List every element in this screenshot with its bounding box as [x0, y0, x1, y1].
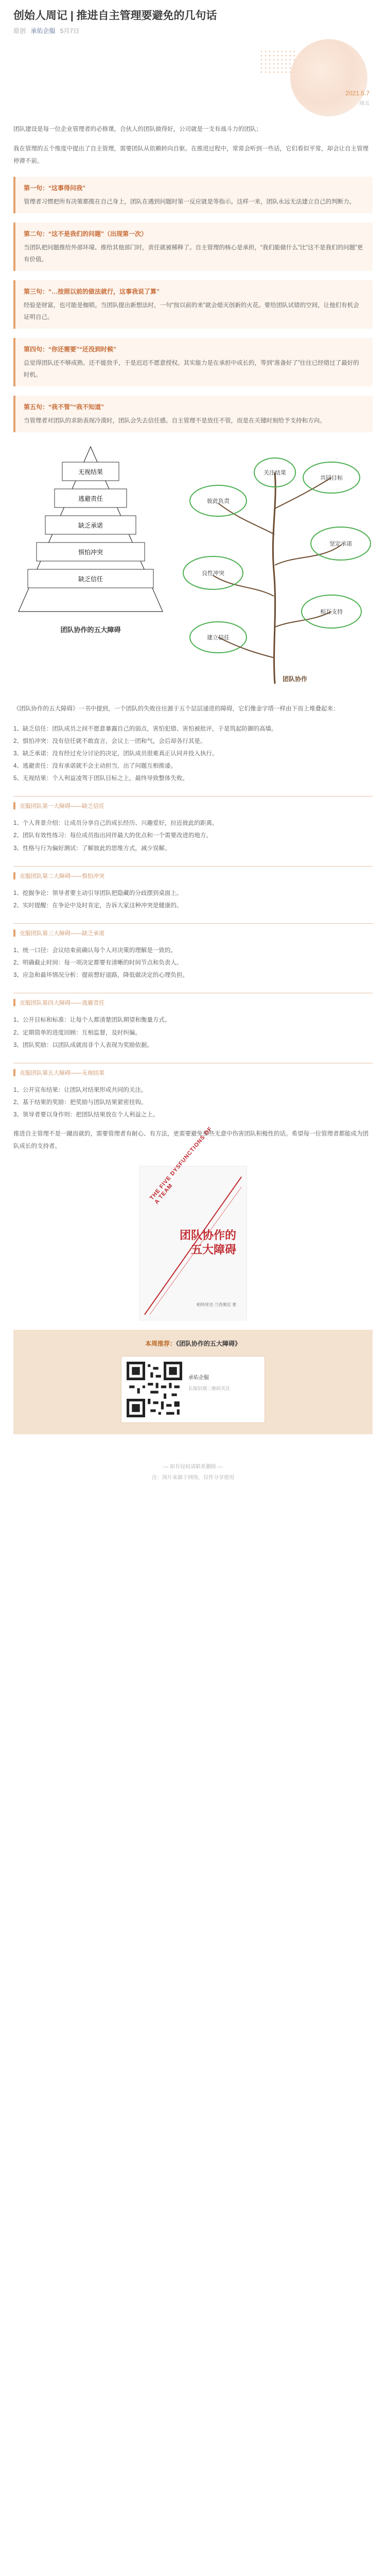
list-item: 4、逃避责任：没有承诺就不会主动担当，出了问题互相推诿。: [13, 763, 177, 770]
article-meta: [13, 26, 373, 35]
qr-account-label: 承佑企服: [188, 1375, 209, 1381]
list-item: 2、团队有效性练习：每位成员指出同伴最大的优点和一个需要改进的地方。: [13, 833, 212, 839]
band-title: 克服团队第五大障碍——无视结果: [20, 1070, 104, 1076]
band-bar-decoration: [13, 1069, 15, 1076]
article-title: 创始人周记 | 推进自主管理要避免的几句话: [13, 10, 217, 22]
footer: [13, 1445, 373, 1491]
tree-branch: [275, 478, 331, 509]
tree-trunk-label: 团队协作: [283, 675, 308, 683]
list-item: 1、挖掘争论：领导者要主动引导团队把隐藏的分歧摆到桌面上。: [13, 890, 183, 896]
section-body: 经验是财富，也可能是枷锁。当团队提出新想法时，一句“按以前的来”就会熄灭创新的火花。要给团队试错的空间，让他们有机会证明自己。: [24, 302, 359, 321]
conflict-list: [13, 887, 373, 912]
band-title: 克服团队第二大障碍——惧怕冲突: [20, 873, 104, 879]
band-title: 克服团队第四大障碍——逃避责任: [20, 1000, 104, 1007]
dysfunctions-intro: 《团队协作的五大障碍》一书中提到，一个团队的失败往往源于五个层层递进的障碍，它们像金字塔一样由下而上堆叠起来：: [13, 706, 339, 713]
list-item: 1、缺乏信任：团队成员之间不愿意暴露自己的弱点，害怕犯错、害怕被批评，于是筑起防御的高墙。: [13, 725, 277, 732]
tree-branch: [218, 503, 274, 534]
section-heading: 第三句：“…按照以前的做法就行，这事我说了算”: [24, 288, 160, 296]
trust-list: [13, 817, 373, 854]
list-item: 1、个人背景介绍：让成员分享自己的成长经历、兴趣爱好，拉近彼此的距离。: [13, 820, 218, 827]
footer-line-1: — 如有侵权请联系删除 —: [163, 1464, 223, 1470]
intro-paragraph-1: 团队建设是每一位企业管理者的必修课，合伙人的团队做得好，公司就是一支有战斗力的团队；: [13, 126, 262, 133]
tree-leaf-label: 关注结果: [264, 470, 286, 477]
commitment-list: [13, 944, 373, 981]
list-item: 1、公开宣布结果：让团队对结果形成共同的关注。: [13, 1087, 147, 1093]
account-link[interactable]: 承佑企服: [30, 27, 56, 35]
band-title: 克服团队第三大障碍——缺乏承诺: [20, 930, 104, 937]
dot-pattern-decoration: [259, 49, 295, 75]
intro-paragraph-2: 我在管理的五个维度中提出了自主管理，需要团队从依赖转向自驱。在推进过程中，常常会听到一些话，它们看似平常，却会让自主管理停滞不前。: [13, 145, 369, 164]
list-item: 3、缺乏承诺：没有经过充分讨论的决定，团队成员很难真正认同并投入执行。: [13, 750, 218, 757]
list-item: 3、性格与行为偏好测试：了解彼此的思维方式，减少误解。: [13, 845, 171, 852]
list-item: 3、团队奖励：以团队成就而非个人表现为奖励依据。: [13, 1042, 153, 1048]
accountability-list: [13, 1014, 373, 1051]
header-decoration: [13, 39, 373, 116]
pyramid-level-label: 缺乏承诺: [78, 522, 103, 530]
pyramid-caption: 团队协作的五大障碍: [60, 626, 121, 634]
tree-leaf-label: 彼此负责: [207, 498, 230, 505]
section-card-2: [13, 223, 373, 271]
date-text: 2021.5.7: [345, 90, 370, 97]
section-body: 管理者习惯把所有决策都揽在自己身上，团队在遇到问题时第一反应就是等指示。这样一来，团队永远无法建立自己的判断力。: [24, 199, 355, 206]
list-item: 1、公开目标和标准：让每个人都清楚团队期望和衡量方式。: [13, 1017, 171, 1024]
original-tag: 原创: [13, 27, 26, 35]
book-cover-image: [139, 1126, 247, 1320]
pyramid-level-label: 惧怕冲突: [78, 549, 103, 556]
section-body: 当团队把问题推给外部环境、推给其他部门时，责任就被稀释了。自主管理的核心是承担，“我们能做什么”比“这不是我们的问题”更有价值。: [24, 245, 363, 263]
dysfunction-list: [13, 723, 373, 785]
section-card-4: [13, 338, 373, 386]
qr-info: [188, 1362, 259, 1417]
book-cn-title: 团队协作的 五大障碍: [179, 1229, 236, 1256]
list-item: 3、应急和最坏情况分析：提前想好退路，降低做决定的心理负担。: [13, 972, 188, 979]
band-bar-decoration: [13, 802, 15, 809]
tree-leaf-label: 坚定承诺: [329, 541, 352, 548]
section-card-3: [13, 280, 373, 329]
section-card-1: [13, 177, 373, 213]
weekday-text: 周五: [359, 101, 370, 107]
pyramid-diagram: [13, 442, 168, 668]
tree-leaf-label: 建立信任: [207, 635, 230, 641]
date-block: [345, 90, 370, 107]
list-item: 3、领导者要以身作则：把团队结果放在个人利益之上。: [13, 1112, 159, 1118]
book-author: 帕特里克·兰西奥尼 著: [197, 1302, 236, 1308]
qr-hint: 长按识别二维码关注: [188, 1386, 231, 1392]
pyramid-level-label: 无视结果: [78, 468, 103, 476]
section-body: 当管理者对团队的求助表现冷漠时，团队会失去信任感。自主管理不是放任不管，而是在关键时刻给予支持和方向。: [24, 418, 326, 425]
section-body: 总觉得团队还不够成熟、还不能放手，于是迟迟不愿意授权。其实能力是在承担中成长的，等到“准备好了”往往已经错过了最好的时机。: [24, 360, 359, 379]
book-en-title: THE FIVE DYSFUNCTIONS OF A TEAM: [149, 1126, 214, 1206]
tree-diagram: [177, 442, 373, 689]
section-heading: 第一句：“这事得问我”: [24, 184, 86, 192]
qr-card[interactable]: [121, 1356, 265, 1423]
section-card-5: [13, 396, 373, 432]
qr-code-icon[interactable]: [127, 1362, 182, 1417]
tree-leaf-label: 相互支持: [320, 609, 343, 616]
recommendation-title: 本周推荐：《团队协作的五大障碍》: [145, 1340, 241, 1348]
recommendation-box: [13, 1330, 373, 1434]
footer-line-2: 注：图片来源于网络，仅作分享使用: [152, 1475, 234, 1481]
section-heading: 第四句：“你还需要”“还没到时候”: [24, 346, 117, 353]
section-heading: 第五句：“我不管”“我不知道”: [24, 403, 104, 411]
results-list: [13, 1084, 373, 1121]
qr-row: [22, 1356, 364, 1423]
pyramid-level-label: 缺乏信任: [78, 575, 103, 583]
band-title: 克服团队第一大障碍——缺乏信任: [20, 803, 104, 810]
band-bar-decoration: [13, 999, 15, 1006]
list-item: 2、惧怕冲突：没有信任就不敢直言，会议上一团和气，会后却各行其是。: [13, 738, 206, 744]
section-heading: 第二句：“这不是我们的问题”（出现第一次）: [24, 230, 148, 238]
tree-leaf-label: 良性冲突: [202, 570, 224, 577]
diagram-row: [13, 442, 373, 694]
tree-branch: [213, 575, 274, 596]
band-bar-decoration: [13, 872, 15, 879]
list-item: 2、明确截止时间：每一项决定都要有清晰的时间节点和负责人。: [13, 960, 183, 967]
pyramid-level-label: 逃避责任: [78, 495, 103, 503]
tree-leaf-label: 共同目标: [320, 475, 343, 482]
list-item: 5、无视结果：个人利益凌驾于团队目标之上，最终导致整体失败。: [13, 775, 188, 782]
section-band: [13, 1063, 373, 1077]
section-band: [13, 923, 373, 937]
section-band: [13, 993, 373, 1007]
section-band: [13, 866, 373, 880]
band-bar-decoration: [13, 929, 15, 937]
section-band: [13, 796, 373, 810]
list-item: 1、统一口径：会议结束前确认每个人对决策的理解是一致的。: [13, 947, 177, 954]
list-item: 2、基于结果的奖励：把奖励与团队结果紧密挂钩。: [13, 1099, 147, 1106]
list-item: 2、实时提醒：在争论中及时肯定，告诉大家这种冲突是健康的。: [13, 902, 183, 909]
tree-branch: [275, 545, 342, 565]
tree-trunk: [273, 472, 275, 684]
closing-paragraph: 推进自主管理不是一蹴而就的，需要管理者有耐心、有方法，更需要避免那些无意中伤害团队积极性的话。希望每一位管理者都能成为团队成长的支持者。: [13, 1131, 369, 1149]
list-item: 2、定期简单的进度回顾：互相监督，及时纠偏。: [13, 1029, 141, 1036]
publish-date: 5月7日: [60, 27, 80, 35]
